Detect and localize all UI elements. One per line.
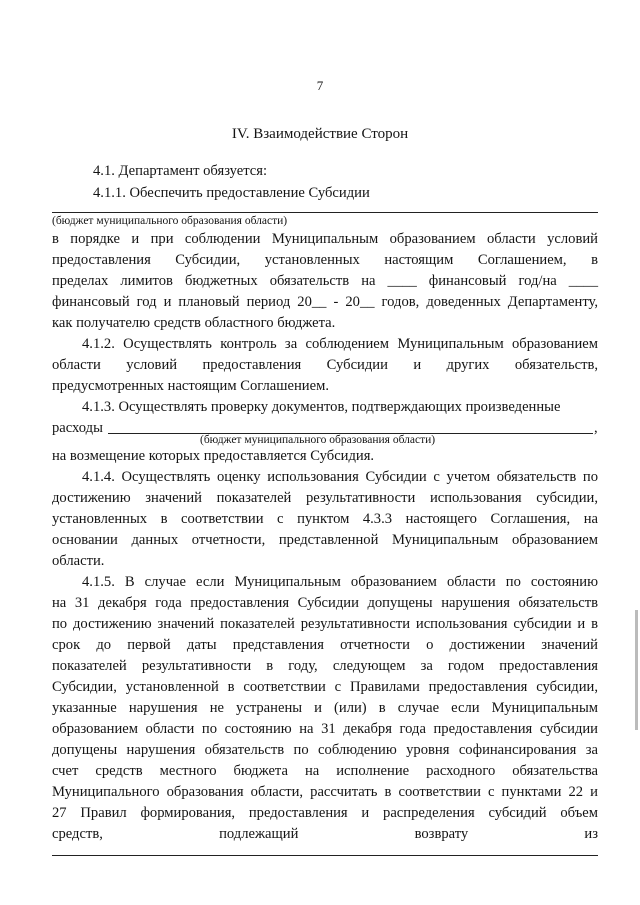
text-line: образованием области по состоянию на 31 декабря года предоставления субсидии <box>52 721 598 737</box>
scan-margin-mark <box>635 610 638 730</box>
clause-4-1-2: 4.1.2. Осуществлять контроль за соблюдением Муниципальным образованием <box>82 336 598 352</box>
text-line: на возмещение которых предоставляется Субсидия. <box>52 448 375 464</box>
text-line: по достижению значений показателей результативности использования субсидии и в <box>52 616 598 632</box>
text-line: Муниципального образования области, рассчитать в соответствии с пунктами 22 и <box>52 784 598 800</box>
text-line: области условий предоставления Субсидии и других обязательств, <box>52 357 598 373</box>
text-line: на 31 декабря года предоставления Субсидии допущены нарушения обязательств <box>52 595 598 611</box>
expenses-label: расходы <box>52 420 103 436</box>
blank-rule-bottom <box>52 855 598 856</box>
text-line: финансовый год и плановый период 20__ - 20__ годов, доведенных Департаменту, <box>52 294 598 310</box>
text-line: указанные нарушения не устранены и (или) в случае если Муниципальным <box>52 700 598 716</box>
page-number: 7 <box>316 78 324 93</box>
clause-4-1-5: 4.1.5. В случае если Муниципальным образованием области по состоянию <box>82 574 598 590</box>
text-line: в порядке и при соблюдении Муниципальным образованием области условий <box>52 231 598 247</box>
text-line: средств, подлежащий возврату из <box>52 826 598 842</box>
text-line: 27 Правил формирования, предоставления и распределения субсидий объем <box>52 805 598 821</box>
text-line: допущены нарушения обязательств по соблюдению уровня софинансирования за <box>52 742 598 758</box>
budget-caption-2: (бюджет муниципального образования области) <box>200 434 436 446</box>
clause-4-1: 4.1. Департамент обязуется: <box>93 163 268 179</box>
text-line: установленных в соответствии с пунктом 4.3.3 настоящего Соглашения, на <box>52 511 598 527</box>
clause-4-1-1: 4.1.1. Обеспечить предоставление Субсидии <box>93 185 370 201</box>
text-line: счет средств местного бюджета на исполнение расходного обязательства <box>52 763 598 779</box>
text-line: Субсидии, установленной в соответствии с Правилами предоставления субсидии, <box>52 679 598 695</box>
text-line: предоставления Субсидии, установленных настоящим Соглашением, в <box>52 252 598 268</box>
text-line: пределах лимитов бюджетных обязательств на ____ финансовый год/на ____ <box>52 273 598 289</box>
text-line: достижению значений показателей результативности использования субсидии, <box>52 490 598 506</box>
text-line: как получателю средств областного бюджета. <box>52 315 336 331</box>
section-title: IV. Взаимодействие Сторон <box>231 126 409 142</box>
text-line: показателей результативности в году, следующем за годом предоставления <box>52 658 598 674</box>
text-line: срок до первой даты представления отчетности о достижении значений <box>52 637 598 653</box>
text-line: области. <box>52 553 105 569</box>
text-line: предусмотренных настоящим Соглашением. <box>52 378 329 394</box>
clause-4-1-3: 4.1.3. Осуществлять проверку документов, подтверждающих произведенные <box>82 399 561 415</box>
budget-caption: (бюджет муниципального образования области) <box>52 215 288 227</box>
comma: , <box>594 420 598 436</box>
text-line: основании данных отчетности, представленной Муниципальным образованием <box>52 532 598 548</box>
clause-4-1-4: 4.1.4. Осуществлять оценку использования Субсидии с учетом обязательств по <box>82 469 598 485</box>
blank-rule <box>52 212 598 213</box>
